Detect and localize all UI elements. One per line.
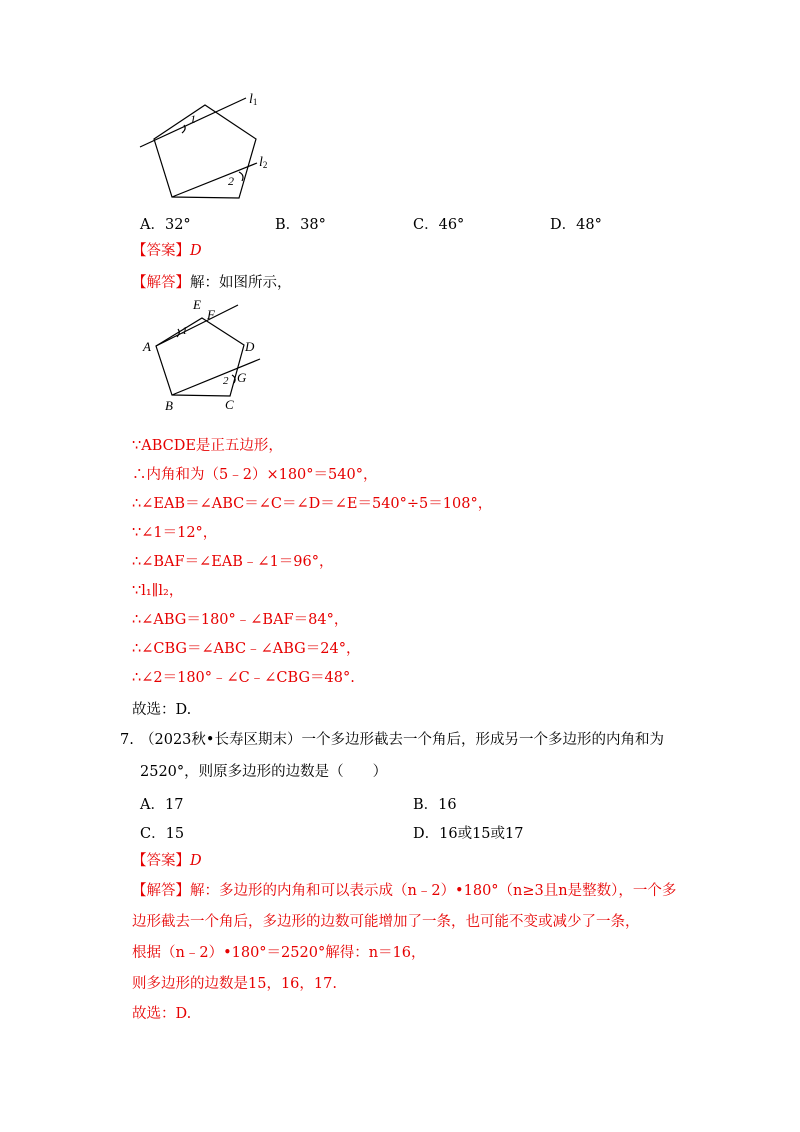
q7-solution-tag: 【解答】 <box>132 883 190 899</box>
option-d: D．48° <box>550 217 602 233</box>
answer-line <box>132 241 202 261</box>
solution-step-6: ∵l₁∥l₂， <box>132 583 184 599</box>
option-c: C．46° <box>413 217 465 233</box>
solution-intro-text: 解：如图所示， <box>190 275 292 291</box>
label-l1: l1 <box>249 92 258 107</box>
option-a: A．32° <box>140 217 191 233</box>
q7-conclusion: 故选：D. <box>132 1006 192 1022</box>
label-l2: l2 <box>259 155 268 170</box>
q7-option-b: B．16 <box>413 797 457 813</box>
q7-answer-value: D <box>190 853 202 869</box>
q7-answer-line <box>132 851 202 871</box>
q7-option-a: A．17 <box>140 797 184 813</box>
q7-solution-line-3: 根据（n﹣2）•180°＝2520°解得：n＝16， <box>132 945 426 961</box>
answer-value: D <box>190 243 202 259</box>
vertex-b: B <box>165 398 173 413</box>
q7-stem-line-2: 2520°，则原多边形的边数是（ ） <box>140 764 388 780</box>
label-angle-2: 2 <box>228 174 234 188</box>
label-angle-2: 2 <box>223 375 229 387</box>
q7-option-d: D．16或15或17 <box>413 826 524 842</box>
q7-number: 7. <box>120 732 134 748</box>
q7-solution-line-1: 【解答】解：多边形的内角和可以表示成（n﹣2）•180°（n≥3且n是整数），一个多 <box>132 883 677 899</box>
q7-answer-tag: 【答案】 <box>132 853 190 869</box>
angle-1-arc <box>182 125 185 133</box>
solution-intro <box>132 273 292 293</box>
pentagon-figure-2 <box>135 292 270 417</box>
solution-step-3: ∴∠EAB＝∠ABC＝∠C＝∠D＝∠E＝540°÷5＝108°， <box>132 496 493 512</box>
q6-conclusion: 故选：D. <box>132 702 192 718</box>
vertex-a: A <box>143 339 151 354</box>
solution-tag: 【解答】 <box>132 275 190 291</box>
q7-solution-line-2: 边形截去一个角后，多边形的边数可能增加了一条，也可能不变或减少了一条， <box>132 914 640 930</box>
q7-option-c: C．15 <box>140 826 185 842</box>
angle-2-arc <box>239 172 243 181</box>
solution-step-9: ∴∠2＝180°﹣∠C﹣∠CBG＝48°. <box>132 670 355 686</box>
solution-step-8: ∴∠CBG＝∠ABC﹣∠ABG＝24°， <box>132 641 361 657</box>
point-g: G <box>237 370 247 385</box>
pentagon-figure-1 <box>130 90 290 210</box>
vertex-c: C <box>225 397 234 412</box>
q7-stem-line-1: （2023秋•长寿区期末）一个多边形截去一个角后，形成另一个多边形的内角和为 <box>140 732 664 748</box>
pentagon-abcde <box>156 318 244 396</box>
point-f: F <box>207 307 215 322</box>
q7-solution-line-4: 则多边形的边数是15，16，17. <box>132 976 337 992</box>
option-b: B．38° <box>275 217 326 233</box>
label-angle-1: 1 <box>190 112 196 126</box>
solution-step-4: ∵∠1＝12°， <box>132 525 218 541</box>
answer-tag: 【答案】 <box>132 243 190 259</box>
solution-step-7: ∴∠ABG＝180°﹣∠BAF＝84°， <box>132 612 349 628</box>
solution-step-2: ∴内角和为（5﹣2）×180°＝540°， <box>132 467 378 483</box>
solution-step-1: ∵ABCDE是正五边形， <box>132 438 283 454</box>
solution-step-5: ∴∠BAF＝∠EAB﹣∠1＝96°， <box>132 554 334 570</box>
label-angle-1: 1 <box>182 325 188 337</box>
line-bg <box>172 359 260 395</box>
vertex-d: D <box>245 339 255 354</box>
vertex-e: E <box>193 297 201 312</box>
